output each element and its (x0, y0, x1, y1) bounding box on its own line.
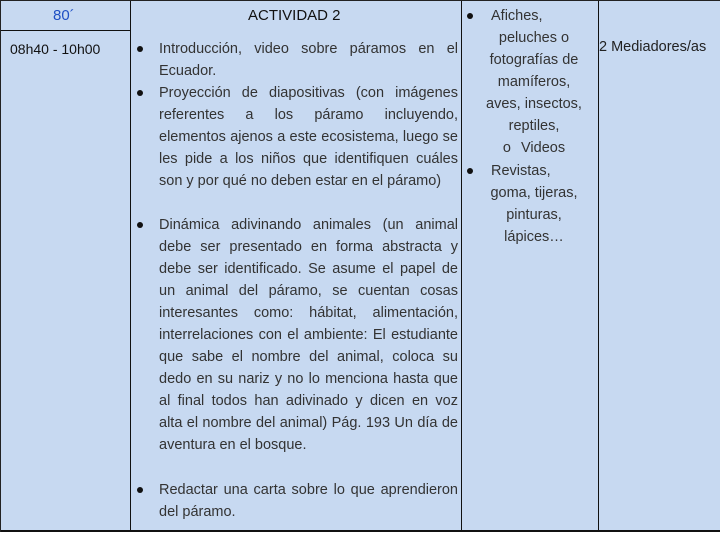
resource-line: goma, tijeras, (490, 185, 578, 201)
activity-title: ACTIVIDAD 2 (248, 7, 341, 24)
time-column (1, 1, 131, 532)
sub-item-label: Videos (521, 140, 566, 156)
bullet-icon (137, 222, 143, 228)
sub-item-marker: o (502, 140, 511, 156)
resource-item-materials (475, 5, 593, 159)
bullet-icon (137, 90, 143, 96)
resource-line: aves, insectos, (486, 96, 582, 112)
resource-line: peluches o (498, 30, 570, 46)
responsible-label: 2 Mediadores/as (599, 39, 707, 55)
activity-item-slides: Proyección de diapositivas (con imágenes referentes a los páramo incluyendo, elementos ajenos a este ecosistema, luego se les pide a los niños que identifiquen cuáles son y por qué no deben estar en el páramo) (159, 85, 458, 189)
bullet-icon (137, 46, 143, 52)
bullet-icon (467, 13, 473, 19)
header-divider (1, 30, 131, 31)
activity-item-guess-animals: Dinámica adivinando animales (un animal debe ser presentado en forma abstracta y debe ser identificado. Se asume el papel de un animal del páramo, se cuentan cosas interesantes como: hábitat, alimentación, interrelaciones con el ambiente: El estudiante que sabe el nombre del animal, coloca su dedo en su nariz y no lo menciona hasta que al final todos han adivinado y dicen en voz alta el nombre del animal) Pág. 193 Un día de aventura en el bosque. (159, 217, 458, 453)
activity-item-intro: Introducción, video sobre páramos en el Ecuador. (159, 41, 458, 79)
resource-line: mamíferos, (497, 74, 571, 90)
time-range: 08h40 - 10h00 (10, 41, 101, 57)
resource-line: Revistas, (491, 163, 551, 179)
bullet-icon (467, 168, 473, 174)
resource-line: Afiches, (491, 8, 543, 24)
resource-line: pinturas, (506, 207, 562, 223)
resource-sub-item (475, 137, 593, 159)
duration-label: 80´ (53, 7, 75, 24)
resource-line: fotografías de (489, 52, 579, 68)
bullet-icon (137, 487, 143, 493)
resource-line: reptiles, (508, 118, 560, 134)
resource-item-supplies (475, 160, 593, 248)
resource-line: lápices… (504, 229, 564, 245)
table-bottom-border (1, 530, 720, 532)
activity-item-letter: Redactar una carta sobre lo que aprendieron del páramo. (159, 482, 458, 520)
